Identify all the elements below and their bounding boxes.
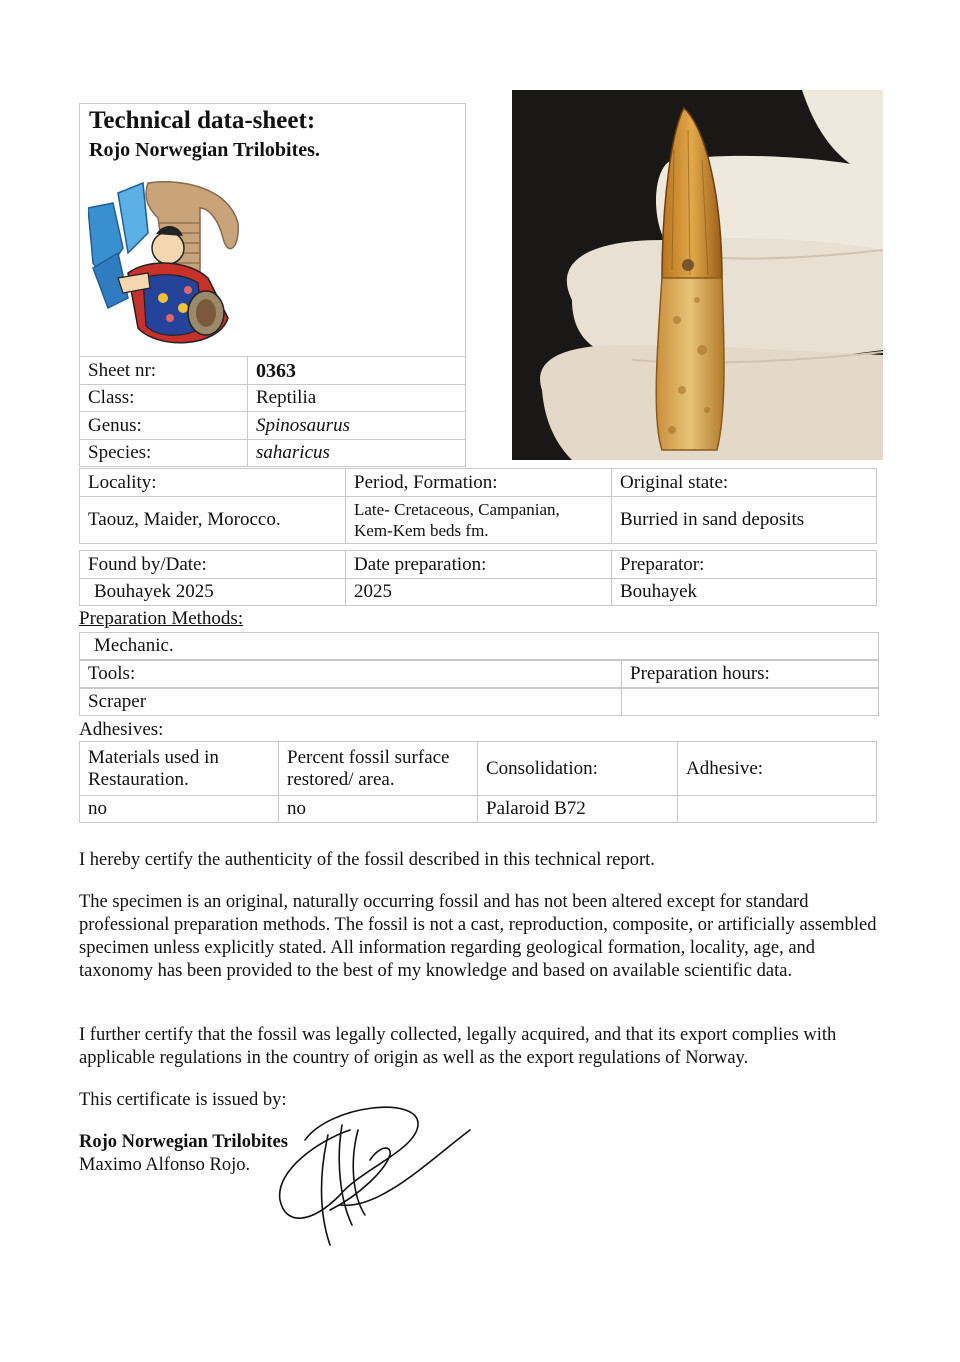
locality-label: Locality: — [79, 468, 346, 497]
state-label: Original state: — [611, 468, 877, 497]
tools-value: Scraper — [79, 688, 622, 716]
percent-label-line1: Percent fossil surface — [287, 746, 450, 768]
genus-label: Genus: — [79, 411, 248, 440]
preparator-label: Preparator: — [611, 550, 877, 579]
percent-value: no — [278, 795, 478, 823]
handwritten-signature-icon — [270, 1100, 480, 1250]
trilobite-samurai-logo-icon — [88, 178, 248, 353]
person-name: Maximo Alfonso Rojo. — [79, 1155, 251, 1175]
page-title: Technical data-sheet: — [89, 107, 316, 134]
period-value — [345, 496, 612, 544]
genus-value: Spinosaurus — [247, 411, 466, 440]
hours-label: Preparation hours: — [621, 660, 879, 688]
date-prep-value: 2025 — [345, 578, 612, 606]
certificate-paragraph-2: The specimen is an original, naturally occurring fossil and has not been altered except for standard professional preparation methods. The fossil is not a cast, reproduction, composite, or artificially assembled specimen unless explicitly stated. All information regarding geological formation, locality, age, and taxonomy has been provided to the best of my knowledge and based on available scientific data. — [79, 892, 877, 981]
period-label: Period, Formation: — [345, 468, 612, 497]
certificate-paragraph-1: I hereby certify the authenticity of the fossil described in this technical report. — [79, 850, 655, 870]
period-value-line2: Kem-Kem beds fm. — [354, 521, 489, 540]
spinosaurus-tooth-photo-icon — [512, 90, 883, 460]
materials-label-line2: Restauration. — [88, 768, 189, 790]
found-value: Bouhayek 2025 — [79, 578, 346, 606]
percent-label-line2: restored/ area. — [287, 768, 395, 790]
found-label: Found by/Date: — [79, 550, 346, 579]
species-value: saharicus — [247, 439, 466, 467]
page-subtitle: Rojo Norwegian Trilobites. — [89, 139, 320, 161]
species-label: Species: — [79, 439, 248, 467]
date-prep-label: Date preparation: — [345, 550, 612, 579]
consolidation-value: Palaroid B72 — [477, 795, 678, 823]
consolidation-label: Consolidation: — [477, 741, 678, 796]
state-value: Burried in sand deposits — [611, 496, 877, 544]
tools-label: Tools: — [79, 660, 622, 688]
preparator-value: Bouhayek — [611, 578, 877, 606]
adhesive-value — [677, 795, 877, 823]
sheet-label: Sheet nr: — [79, 356, 248, 385]
issued-by-text: This certificate is issued by: — [79, 1090, 287, 1110]
period-value-line1: Late- Cretaceous, Campanian, — [354, 500, 560, 519]
class-label: Class: — [79, 384, 248, 412]
company-name: Rojo Norwegian Trilobites — [79, 1132, 288, 1152]
certificate-paragraph-3: I further certify that the fossil was legally collected, legally acquired, and that its export complies with applicable regulations in the country of origin as well as the export regulations of Norway. — [79, 1025, 837, 1068]
class-value: Reptilia — [247, 384, 466, 412]
materials-label — [79, 741, 279, 796]
adhesive-label: Adhesive: — [677, 741, 877, 796]
adhesives-label: Adhesives: — [79, 719, 164, 740]
materials-value: no — [79, 795, 279, 823]
percent-label — [278, 741, 478, 796]
materials-label-line1: Materials used in — [88, 746, 219, 768]
sheet-value: 0363 — [247, 356, 466, 385]
preparation-methods-label: Preparation Methods: — [79, 608, 244, 629]
hours-value — [621, 688, 879, 716]
methods-value: Mechanic. — [79, 632, 879, 660]
locality-value: Taouz, Maider, Morocco. — [79, 496, 346, 544]
